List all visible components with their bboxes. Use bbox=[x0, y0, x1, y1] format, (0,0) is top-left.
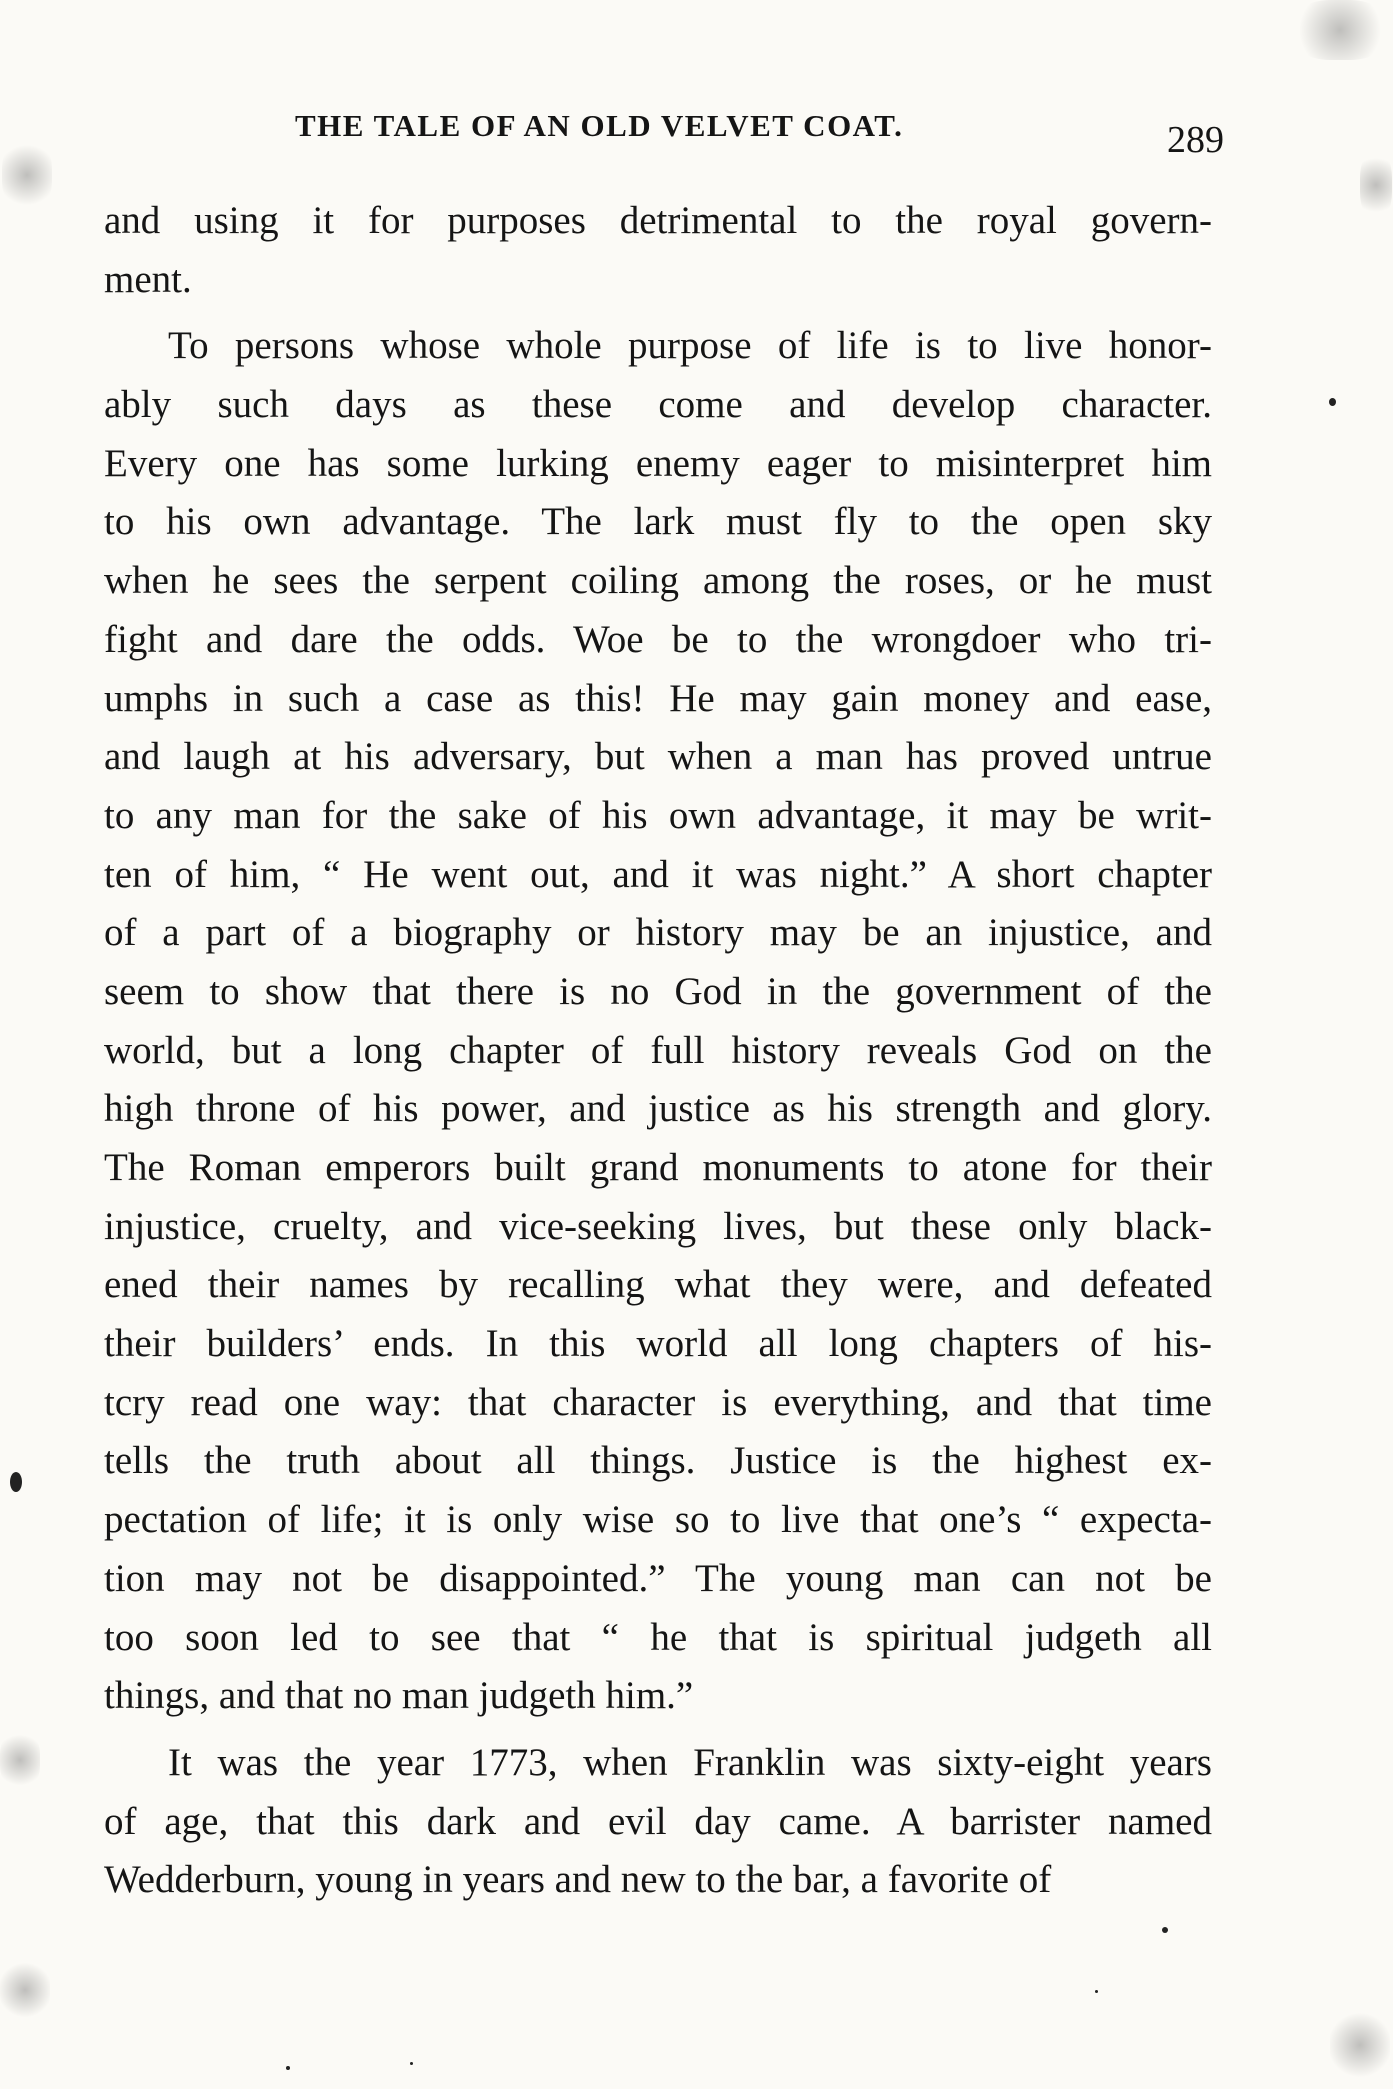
scan-smudge bbox=[0, 1960, 50, 2020]
text-line: high throne of his power, and justice as his strength and glory. bbox=[104, 1087, 1212, 1131]
text-line: seem to show that there is no God in the government of the bbox=[104, 969, 1212, 1013]
text-line: of age, that this dark and evil day came. A barrister named bbox=[104, 1799, 1212, 1843]
scan-smudge bbox=[0, 1730, 40, 1790]
text-line: when he sees the serpent coiling among the roses, or he must bbox=[104, 559, 1212, 603]
scan-speck bbox=[410, 2062, 413, 2065]
page-number: 289 bbox=[1167, 119, 1224, 161]
scan-speck bbox=[1095, 1990, 1098, 1993]
scan-smudge bbox=[2, 140, 52, 210]
text-line: their builders’ ends. In this world all long chapters of his- bbox=[104, 1322, 1212, 1366]
text-line: of a part of a biography or history may be an injustice, and bbox=[104, 911, 1212, 955]
text-line: tion may not be disappointed.” The young man can not be bbox=[104, 1556, 1212, 1600]
text-line: things, and that no man judgeth him.” bbox=[104, 1674, 694, 1718]
scan-smudge bbox=[1330, 2010, 1390, 2080]
paragraph bbox=[104, 1734, 1212, 1910]
text-line: It was the year 1773, when Franklin was sixty-eight years bbox=[168, 1740, 1212, 1784]
text-line: to his own advantage. The lark must fly to the open sky bbox=[104, 500, 1212, 544]
scan-smudge bbox=[1360, 150, 1392, 220]
text-line: injustice, cruelty, and vice-seeking lives, but these only black- bbox=[104, 1204, 1212, 1248]
text-line: ened their names by recalling what they were, and defeated bbox=[104, 1263, 1212, 1307]
text-line: Every one has some lurking enemy eager to misinterpret him bbox=[104, 441, 1212, 485]
text-line: umphs in such a case as this! He may gain money and ease, bbox=[104, 676, 1212, 720]
text-line: and using it for purposes detrimental to the royal govern- bbox=[104, 199, 1212, 242]
text-line: pectation of life; it is only wise so to live that one’s “ expecta- bbox=[104, 1498, 1212, 1542]
scan-speck bbox=[286, 2066, 290, 2070]
text-line: too soon led to see that “ he that is spiritual judgeth all bbox=[104, 1615, 1212, 1659]
text-line: ably such days as these come and develop character. bbox=[104, 383, 1212, 427]
text-line: Wedderburn, young in years and new to the bar, a favorite of bbox=[104, 1858, 1052, 1902]
scan-speck bbox=[10, 1472, 22, 1492]
text-line: world, but a long chapter of full history reveals God on the bbox=[104, 1028, 1212, 1072]
paragraph-gap bbox=[104, 309, 1212, 317]
text-line: tells the truth about all things. Justice is the highest ex- bbox=[104, 1439, 1212, 1483]
paragraph bbox=[104, 317, 1212, 1726]
paragraph bbox=[104, 192, 1212, 309]
text-line: tcry read one way: that character is everything, and that time bbox=[104, 1380, 1212, 1424]
text-line: and laugh at his adversary, but when a man has proved untrue bbox=[104, 735, 1212, 779]
text-line: fight and dare the odds. Woe be to the wrongdoer who tri- bbox=[104, 617, 1212, 661]
paragraph-gap bbox=[104, 1726, 1212, 1734]
running-title: THE TALE OF AN OLD VELVET COAT. bbox=[295, 108, 904, 143]
body-text bbox=[104, 192, 1212, 1910]
page-header bbox=[104, 108, 1224, 168]
text-line: ten of him, “ He went out, and it was night.” A short chapter bbox=[104, 852, 1212, 896]
text-line: The Roman emperors built grand monuments to atone for their bbox=[104, 1146, 1212, 1189]
text-line: ment. bbox=[104, 257, 192, 301]
scan-speck bbox=[1329, 398, 1336, 406]
scan-smudge bbox=[1290, 0, 1390, 60]
scan-speck bbox=[1162, 1927, 1168, 1933]
text-line: To persons whose whole purpose of life is to live honor- bbox=[168, 324, 1212, 368]
text-line: to any man for the sake of his own advantage, it may be writ- bbox=[104, 793, 1212, 837]
